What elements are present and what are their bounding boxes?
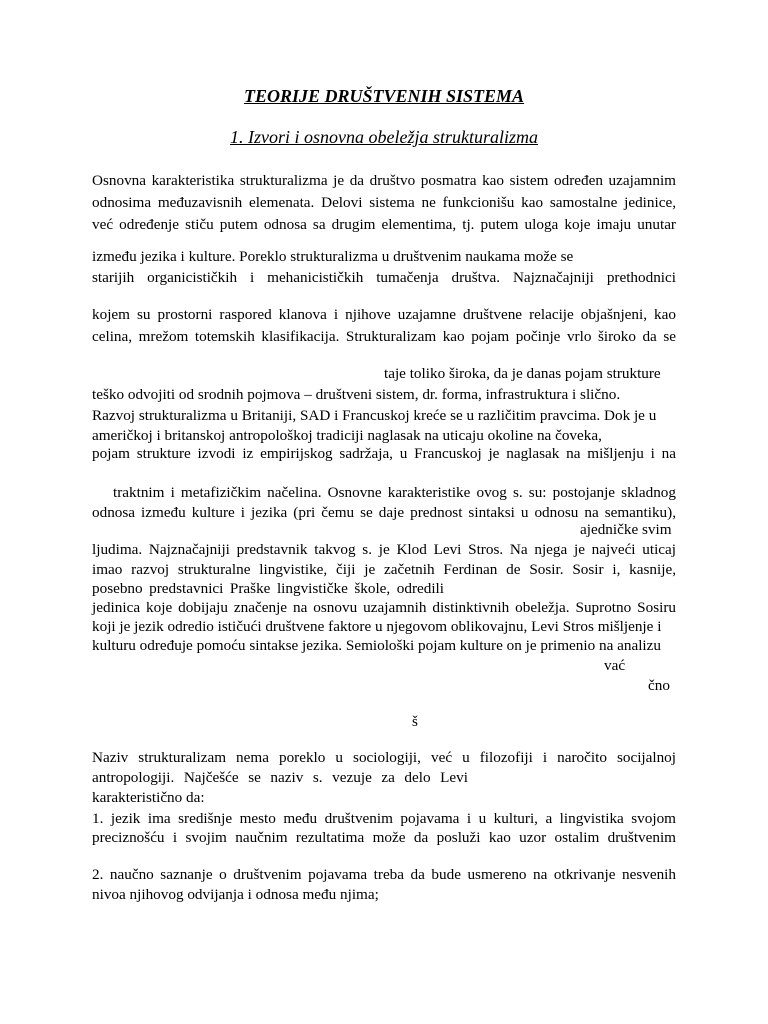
text-line: traktnim i metafizičkim načelina. Osnovne karakteristike ovog s. su: postojanje skladnog — [113, 484, 676, 501]
text-line: imao razvoj strukturalne lingvistike, čiji je začetnih Ferdinan de Sosir. Sosir i, kasnije, — [92, 561, 676, 578]
text-line: odnosima međuzavisnih elemenata. Delovi sistema ne funkcionišu kao samostalne jedinice, — [92, 194, 676, 211]
text-line: celina, mrežom totemskih klasifikacija. Strukturalizam kao pojam počinje vrlo široko da se — [92, 328, 676, 345]
text-line: š — [412, 713, 418, 730]
text-line: taje toliko široka, da je danas pojam strukture — [384, 365, 661, 382]
text-line: koji je jezik odredio ističući društvene faktore u njegovom oblikovajnu, Levi Stros mišljenje i — [92, 618, 662, 635]
text-line: karakteristično da: — [92, 789, 205, 806]
document-title: TEORIJE DRUŠTVENIH SISTEMA — [243, 86, 525, 106]
text-line: kojem su prostorni raspored klanova i njihove uzajamne društvene relacije objašnjeni, kao — [92, 306, 676, 323]
text-line: Osnovna karakteristika strukturalizma je da društvo posmatra kao sistem određen uzajamnim — [92, 172, 676, 189]
text-line: odnosa između kulture i jezika (pri čemu se daje prednost sintaksi u odnosu na semantiku), — [92, 504, 676, 521]
text-line: pojam strukture izvodi iz empirijskog sadržaja, u Francuskoj je naglasak na mišljenju i na — [92, 445, 676, 462]
text-line: ajedničke svim — [580, 521, 672, 538]
text-line: kulturu određuje pomoću sintakse jezika. Semiološki pojam kulture on je primenio na analizu — [92, 637, 661, 654]
text-line: čno — [648, 677, 670, 694]
text-line: preciznošću i svojim naučnim rezultatima može da posluži kao uzor ostalim društvenim — [92, 829, 676, 846]
text-line: jedinica koje dobijaju značenje na osnovu uzajamnih distinktivnih obeležja. Suprotno Sosiru — [92, 599, 676, 616]
text-line: ljudima. Najznačajniji predstavnik takvog s. je Klod Levi Stros. Na njega je najveći uticaj — [92, 541, 676, 558]
text-line: američkoj i britanskoj antropološkoj tradiciji naglasak na uticaju okoline na čoveka, — [92, 427, 602, 444]
text-line: 2. naučno saznanje o društvenim pojavama treba da bude usmereno na otkrivanje nesvenih — [92, 866, 676, 883]
text-line: posebno predstavnici Praške lingvističke škole, odredili — [92, 580, 444, 597]
text-line: starijih organicističkih i mehanicističkih tumačenja društva. Najznačajniji prethodnici — [92, 269, 676, 286]
text-line: između jezika i kulture. Poreklo strukturalizma u društvenim naukama može se — [92, 248, 574, 265]
text-line: teško odvojiti od srodnih pojmova – društveni sistem, dr. forma, infrastruktura i slično. — [92, 386, 621, 403]
text-line: antropologiji. Najčešće se naziv s. vezuje za delo Levi — [92, 769, 468, 786]
text-line: 1. jezik ima središnje mesto među društvenim pojavama i u kulturi, a lingvistika svojom — [92, 810, 676, 827]
text-line: vać — [604, 657, 626, 674]
text-line: već određenje stiču putem odnosa sa drugim elementima, tj. putem uloga koje imaju unutar — [92, 216, 676, 233]
text-line: Razvoj strukturalizma u Britaniji, SAD i Francuskoj kreće se u različitim pravcima. Dok je u — [92, 407, 657, 424]
text-line: Naziv strukturalizam nema poreklo u sociologiji, već u filozofiji i naročito socijalnoj — [92, 749, 676, 766]
section-heading: 1. Izvori i osnovna obeležja strukturalizma — [230, 127, 538, 147]
text-line: nivoa njihovog odvijanja i odnosa među njima; — [92, 886, 379, 903]
